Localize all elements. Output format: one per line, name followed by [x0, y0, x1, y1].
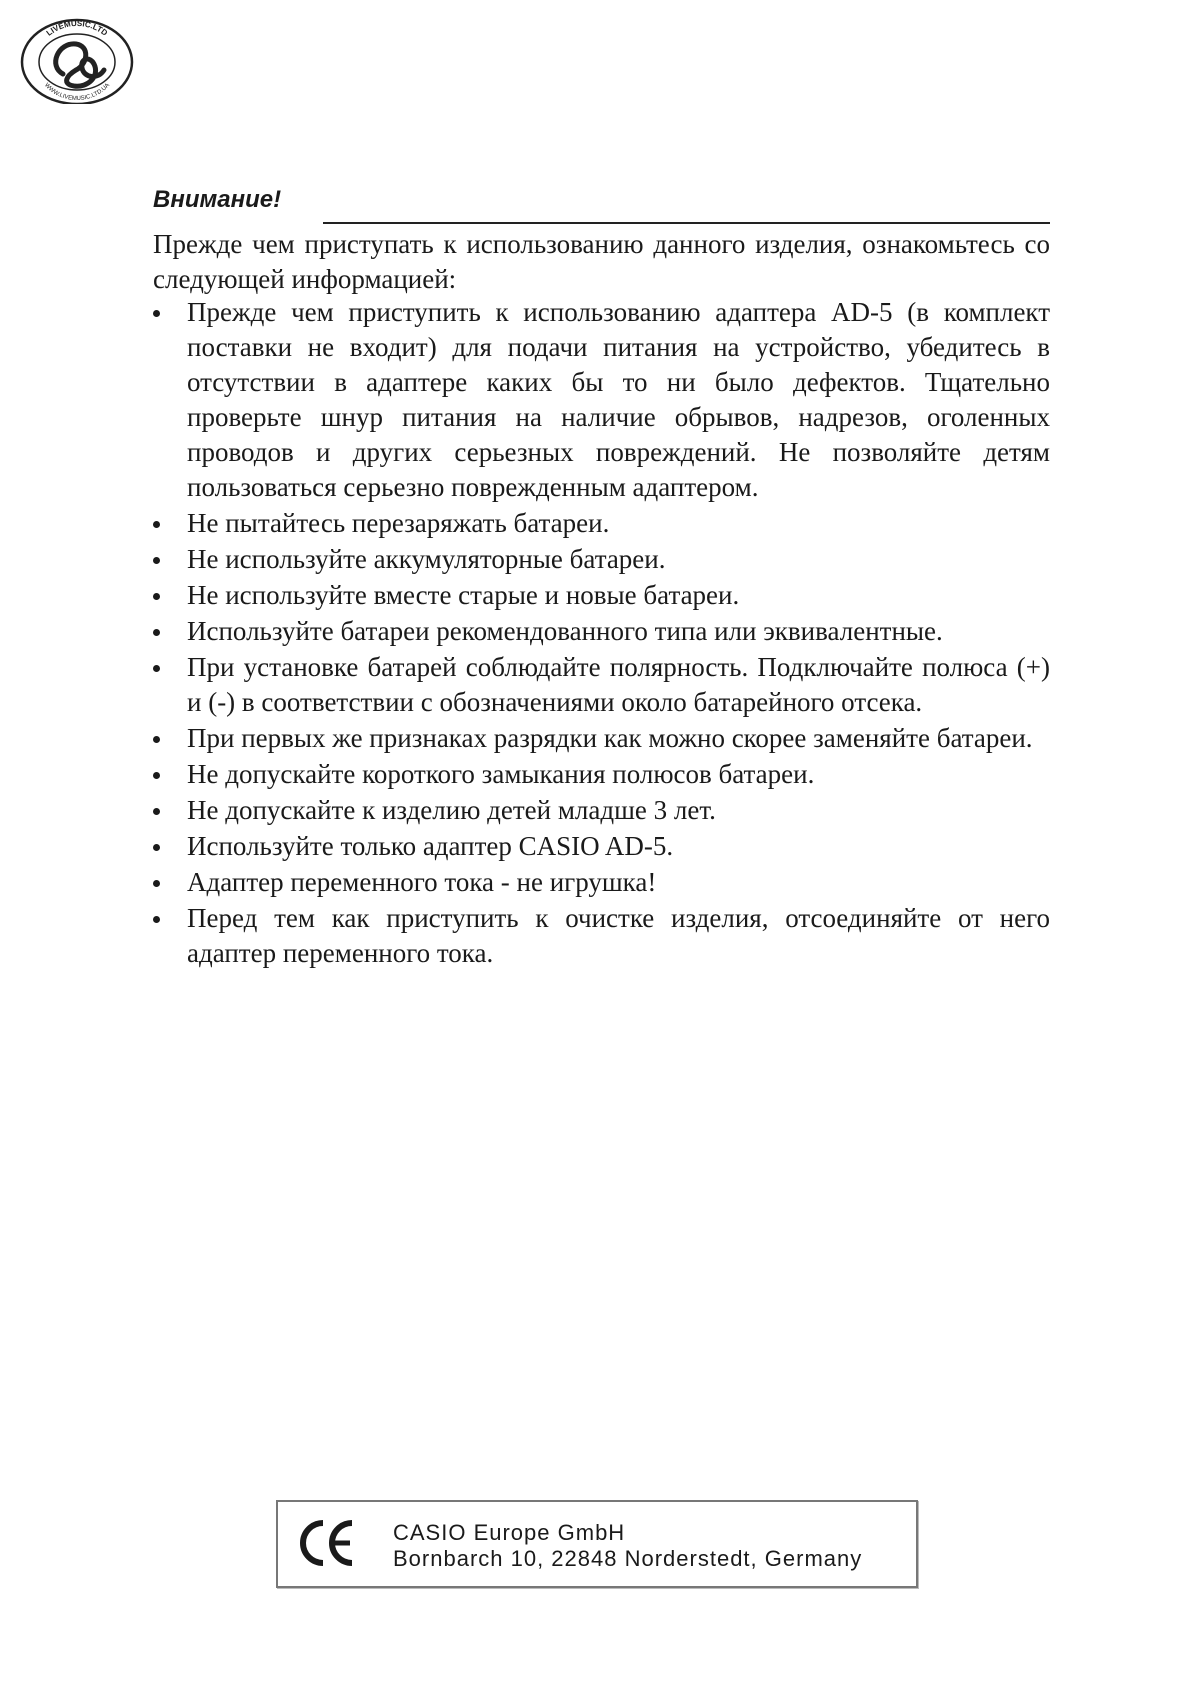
warning-text: Не допускайте к изделию детей младше 3 лет.	[187, 795, 716, 825]
bullet-icon	[153, 772, 160, 779]
warning-item	[153, 901, 1050, 971]
bullet-icon	[153, 844, 160, 851]
warning-item	[153, 829, 1050, 864]
bullet-icon	[153, 629, 160, 636]
warning-text: Не пытайтесь перезаряжать батареи.	[187, 508, 610, 538]
warning-item	[153, 757, 1050, 792]
bullet-icon	[153, 736, 160, 743]
notice-heading: Внимание!	[153, 186, 282, 213]
bullet-icon	[153, 916, 160, 923]
warning-text: При первых же признаках разрядки как можно скорее заменяйте батареи.	[187, 723, 1033, 753]
bullet-icon	[153, 557, 160, 564]
warning-text: Не допускайте короткого замыкания полюсов батареи.	[187, 759, 815, 789]
warning-list	[153, 295, 1050, 972]
warning-item	[153, 865, 1050, 900]
seal-bottom-text: WWW.LIVEMUSIC.LTD.UA	[42, 82, 111, 103]
bullet-icon	[153, 808, 160, 815]
notice-heading-row	[153, 186, 1050, 226]
svg-text:LIVEMUSIC.LTD	[45, 19, 110, 38]
warning-item	[153, 650, 1050, 720]
manufacturer-info	[393, 1520, 862, 1572]
company-address: Bornbarch 10, 22848 Norderstedt, Germany	[393, 1546, 863, 1571]
bullet-icon	[153, 880, 160, 887]
notice-intro: Прежде чем приступать к использованию данного изделия, ознакомьтесь со следующей информацией:	[153, 229, 1050, 294]
livemusic-seal-icon	[18, 14, 136, 104]
manufacturer-box	[276, 1500, 918, 1588]
warning-text: Адаптер переменного тока - не игрушка!	[187, 867, 657, 897]
warning-item	[153, 506, 1050, 541]
warning-text: Не используйте аккумуляторные батареи.	[187, 544, 666, 574]
heading-underline	[323, 222, 1050, 224]
bullet-icon	[153, 521, 160, 528]
warning-text: Перед тем как приступить к очистке изделия, отсоединяйте от него адаптер переменного тока.	[187, 903, 1050, 968]
seal-top-text: LIVEMUSIC.LTD	[44, 18, 110, 38]
warning-text: Используйте только адаптер CASIO AD-5.	[187, 831, 674, 861]
warning-item	[153, 793, 1050, 828]
warning-text: Прежде чем приступить к использованию адаптера AD-5 (в комплект поставки не входит) для подачи питания на устройство, убедитесь в отсутствии в адаптере каких бы то ни было дефектов. Тщательно проверьте шнур питания на наличие обрывов, надрезов, оголенных проводов и других серьезных повреждений. Не позволяйте детям пользоваться серьезно поврежденным адаптером.	[187, 297, 1050, 502]
warning-item	[153, 721, 1050, 756]
bullet-icon	[153, 593, 160, 600]
bullet-icon	[153, 665, 160, 672]
warning-item	[153, 542, 1050, 577]
company-name: CASIO Europe GmbH	[393, 1520, 626, 1545]
warning-text: Используйте батареи рекомендованного типа или эквивалентные.	[187, 616, 943, 646]
ce-mark-icon	[296, 1515, 358, 1571]
warning-item	[153, 614, 1050, 649]
warning-item	[153, 295, 1050, 505]
warning-text: При установке батарей соблюдайте полярность. Подключайте полюса (+) и (-) в соответствии с обозначениями около батарейного отсека.	[187, 652, 1050, 717]
warning-item	[153, 578, 1050, 613]
warning-text: Не используйте вместе старые и новые батареи.	[187, 580, 740, 610]
bullet-icon	[153, 310, 160, 317]
